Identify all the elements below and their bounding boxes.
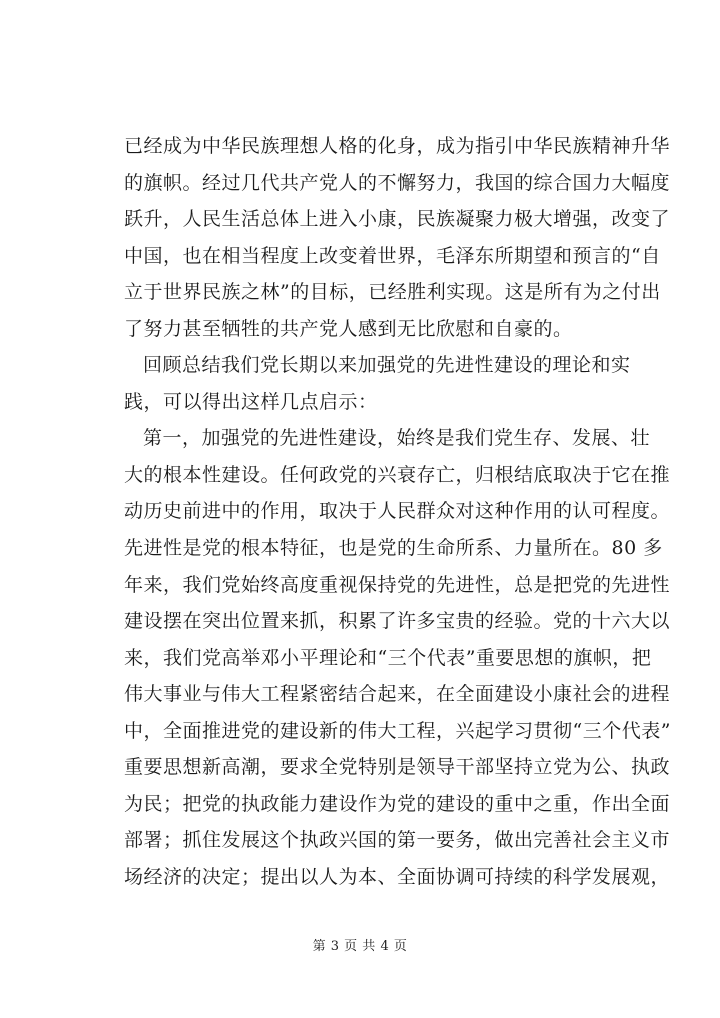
text-line: 来，我们党高举邓小平理论和“三个代表”重要思想的旗帜，把 — [124, 646, 652, 669]
text-line: 部署；抓住发展这个执政兴国的第一要务，做出完善社会主义市 — [124, 829, 671, 852]
text-line: 了努力甚至牺牲的共产党人感到无比欣慰和自豪的。 — [124, 317, 573, 340]
body-text — [124, 128, 671, 895]
text-line: 中国，也在相当程度上改变着世界，毛泽东所期望和预言的“自 — [124, 244, 661, 267]
text-line: 为民；把党的执政能力建设作为党的建设的重中之重，作出全面 — [124, 792, 671, 815]
text-line: 回顾总结我们党长期以来加强党的先进性建设的理论和实 — [143, 354, 631, 377]
text-line: 的旗帜。经过几代共产党人的不懈努力，我国的综合国力大幅度 — [124, 171, 671, 194]
text-line: 大的根本性建设。任何政党的兴衰存亡，归根结底取决于它在推 — [124, 463, 671, 486]
text-line: 跃升，人民生活总体上进入小康，民族凝聚力极大增强，改变了 — [124, 208, 671, 231]
text-line: 建设摆在突出位置来抓，积累了许多宝贵的经验。党的十六大以 — [124, 610, 671, 633]
text-line: 中，全面推进党的建设新的伟大工程，兴起学习贯彻“三个代表” — [124, 719, 671, 742]
text-line: 重要思想新高潮，要求全党特别是领导干部坚持立党为公、执政 — [124, 756, 671, 779]
text-line: 动历史前进中的作用，取决于人民群众对这种作用的认可程度。 — [124, 500, 671, 523]
text-line: 年来，我们党始终高度重视保持党的先进性，总是把党的先进性 — [124, 573, 671, 596]
text-line: 场经济的决定；提出以人为本、全面协调可持续的科学发展观， — [124, 865, 671, 888]
text-line: 践，可以得出这样几点启示： — [124, 390, 378, 413]
text-line: 已经成为中华民族理想人格的化身，成为指引中华民族精神升华 — [124, 135, 671, 157]
text-line: 第一，加强党的先进性建设，始终是我们党生存、发展、壮 — [143, 427, 651, 450]
page-number-footer: 第 3 页 共 4 页 — [312, 939, 408, 954]
text-line: 先进性是党的根本特征，也是党的生命所系、力量所在。80 多 — [124, 537, 663, 560]
text-line: 立于世界民族之林”的目标，已经胜利实现。这是所有为之付出 — [124, 281, 661, 304]
text-line: 伟大事业与伟大工程紧密结合起来，在全面建设小康社会的进程 — [124, 683, 671, 706]
